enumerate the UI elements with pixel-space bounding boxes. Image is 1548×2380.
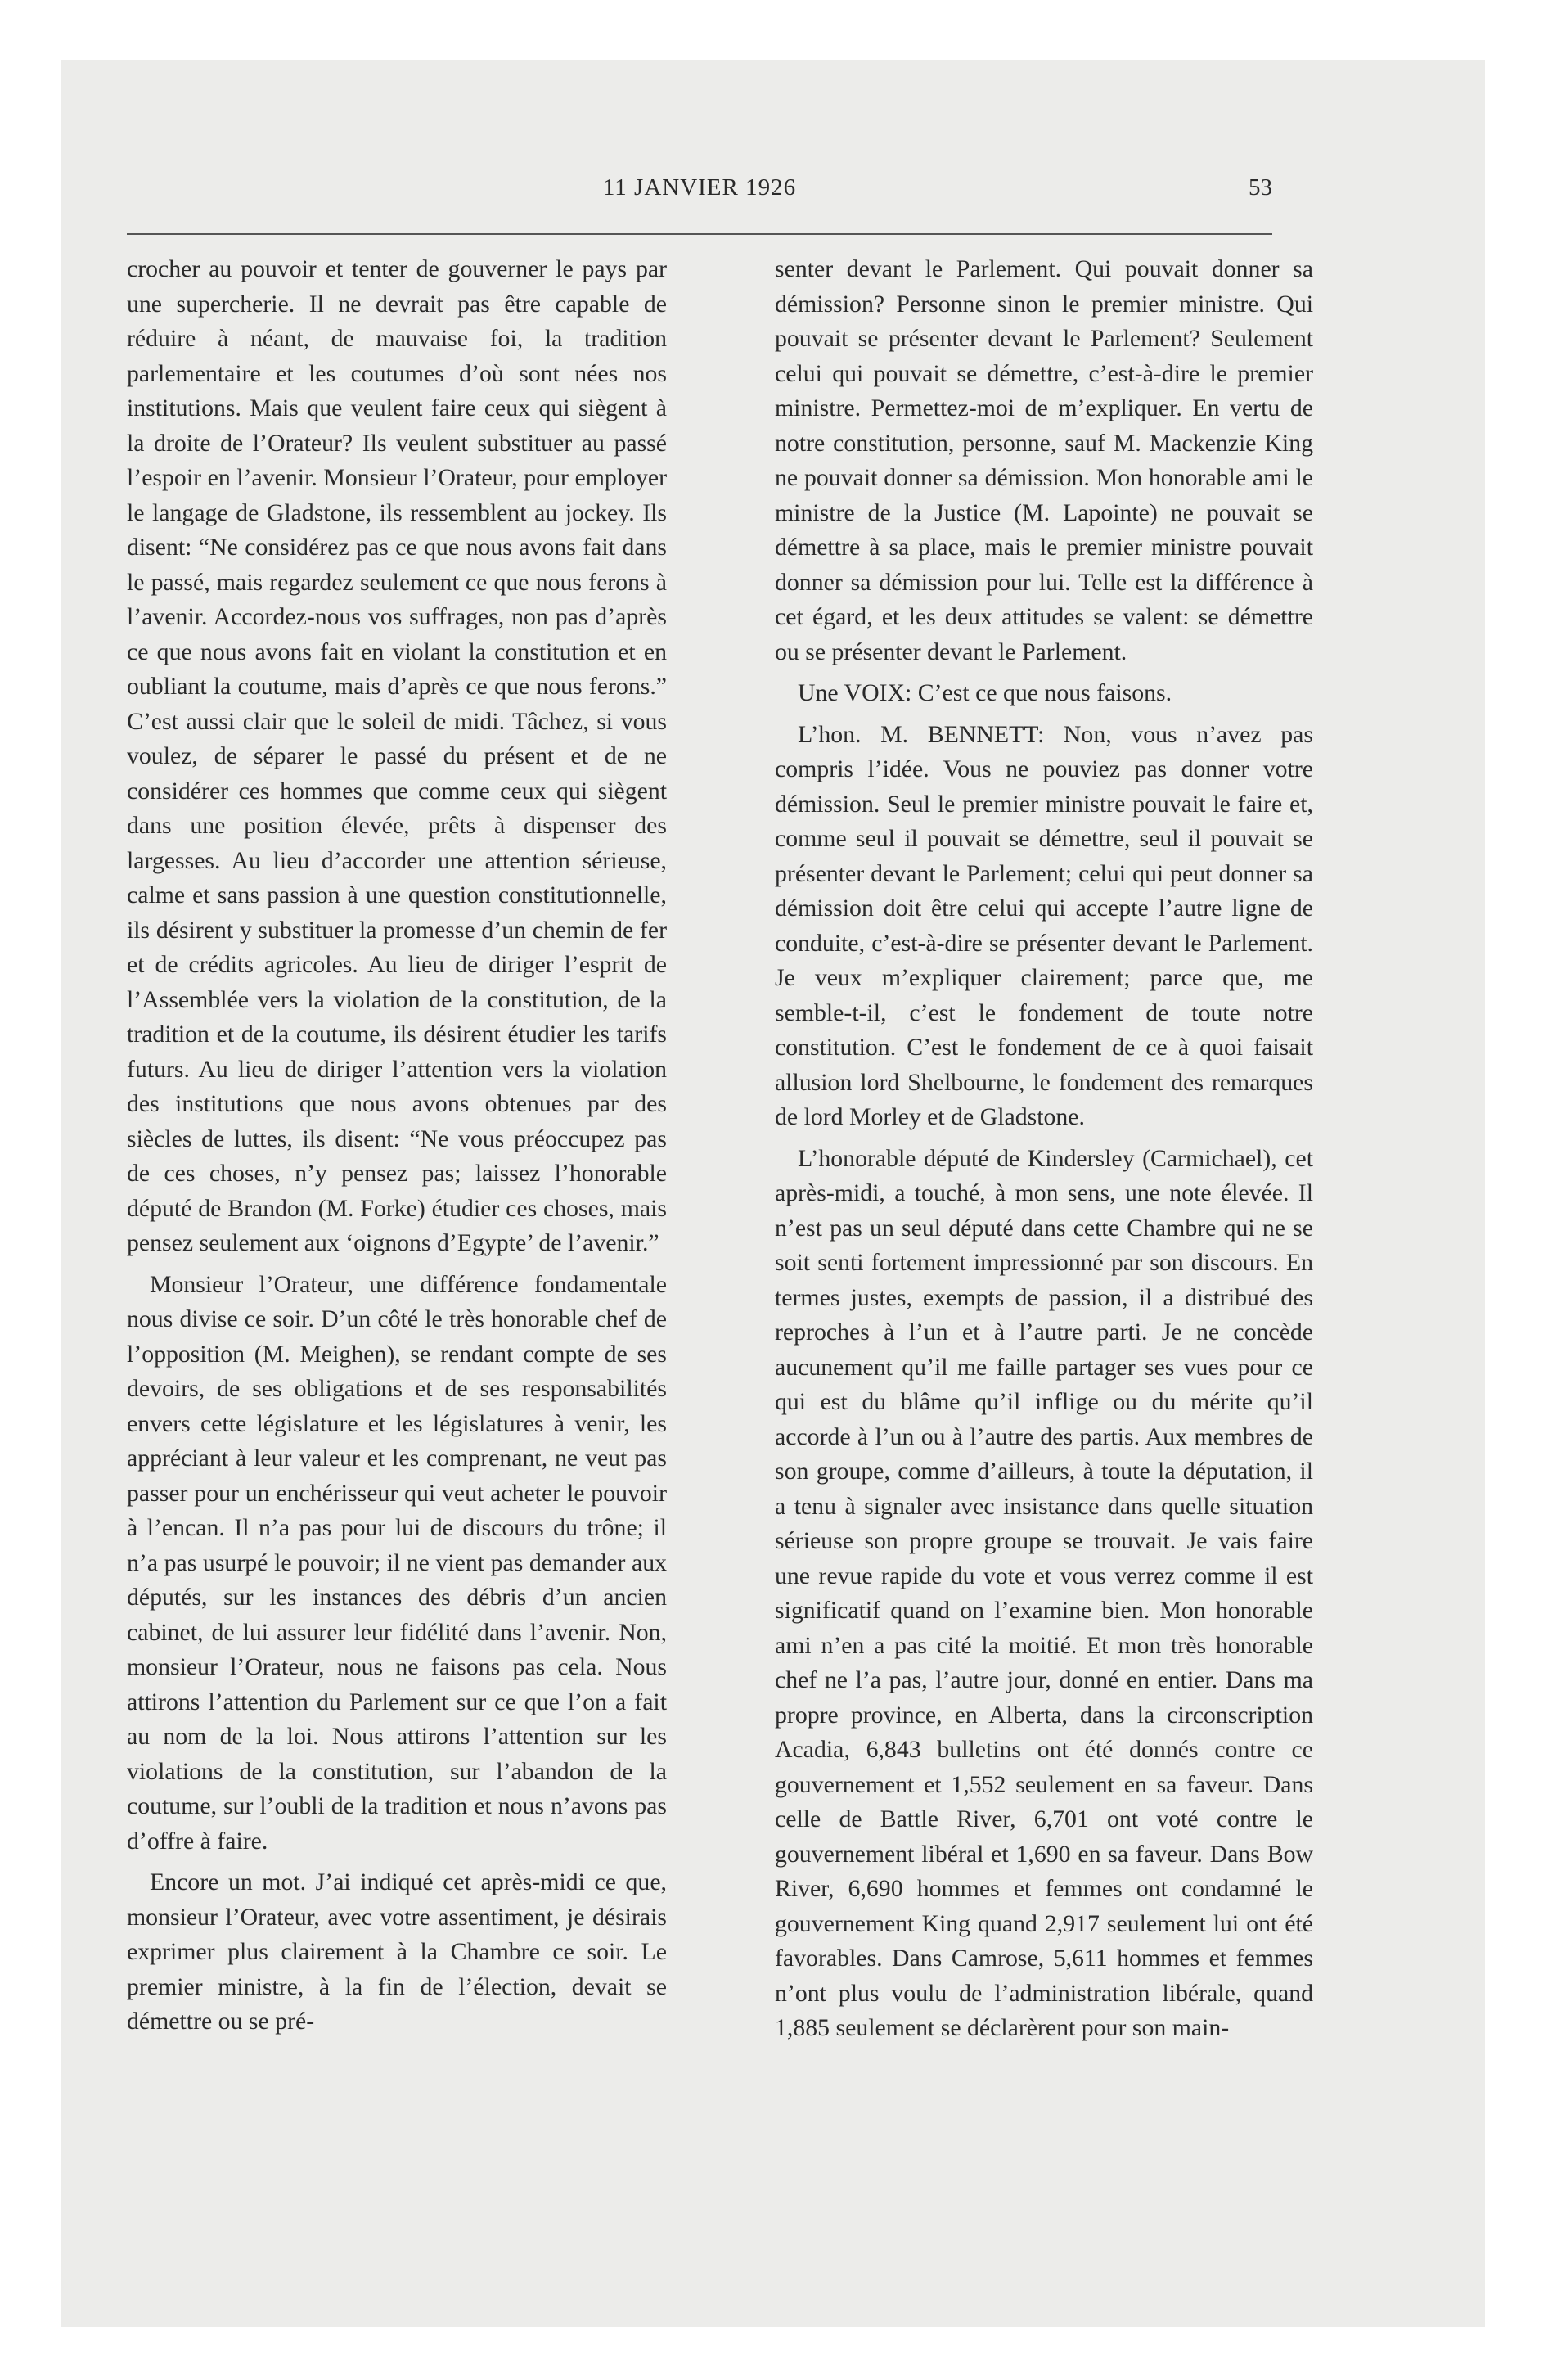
page-header bbox=[127, 174, 1272, 215]
paragraph: L’hon. M. BENNETT: Non, vous n’avez pas compris l’idée. Vous ne pouviez pas donner votre démission. Seul le premier ministre pouvait le faire et, comme seul il pouvait se démettre, seul il pouvait se présenter devant le Parlement; celui qui peut donner sa démission doit être celui qui accepte l’autre ligne de conduite, c’est-à-dire se présenter devant le Parlement. Je veux m’expliquer clairement; parce que, me semble-t-il, c’est le fondement de toute notre constitution. C’est le fondement de ce à quoi faisait allusion lord Shelbourne, le fondement des remarques de lord Morley et de Gladstone. bbox=[775, 720, 1313, 1130]
paragraph: crocher au pouvoir et tenter de gouverner le pays par une supercherie. Il ne devrait pas être capable de réduire à néant, de mauvaise foi, la tradition parlementaire et les coutumes d’où sont nées nos institutions. Mais que veulent faire ceux qui siègent à la droite de l’Orateur? Ils veulent substituer au passé l’espoir en l’avenir. Monsieur l’Orateur, pour employer le langage de Gladstone, ils ressemblent au jockey. Ils disent: “Ne considérez pas ce que nous avons fait dans le passé, mais regardez seulement ce que nous ferons à l’avenir. Accordez-nous vos suffrages, non pas d’après ce que nous avons fait en violant la constitution et en oubliant la coutume, mais d’après ce que nous ferons.” C’est aussi clair que le soleil de midi. Tâchez, si vous voulez, de séparer le passé du présent et de ne considérer ces hommes que comme ceux qui siègent dans une position élevée, prêts à dispenser des largesses. Au lieu d’accorder une attention sérieuse, calme et sans passion à une question constitutionnelle, ils désirent y substituer la promesse d’un chemin de fer et de crédits agricoles. Au lieu de diriger l’esprit de l’Assemblée vers la violation de la constitution, de la tradition et de la coutume, ils désirent étudier les tarifs futurs. Au lieu de diriger l’attention vers la violation des institutions que nous avons obtenues par des siècles de luttes, ils disent: “Ne vous préoccupez pas de ces choses, n’y pensez pas; laissez l’honorable député de Brandon (M. Forke) étudier ces choses, mais pensez seulement aux ‘oignons d’Egypte’ de l’avenir.” bbox=[127, 255, 667, 1256]
running-head: 11 JANVIER 1926 bbox=[602, 174, 797, 201]
page-number: 53 bbox=[1249, 174, 1272, 201]
paragraph: senter devant le Parlement. Qui pouvait donner sa démission? Personne sinon le premier ministre. Qui pouvait se présenter devant le Parlement? Seulement celui qui pouvait se démettre, c’est-à-dire le premier ministre. Permettez-moi de m’expliquer. En vertu de notre constitution, personne, sauf M. Mackenzie King ne pouvait donner sa démission. Mon honorable ami le ministre de la Justice (M. Lapointe) ne pouvait se démettre à sa place, mais le premier ministre pouvait donner sa démission pour lui. Telle est la différence à cet égard, et les deux attitudes se valent: se démettre ou se présenter devant le Parlement. bbox=[775, 255, 1313, 665]
paragraph: L’honorable député de Kindersley (Carmichael), cet après-midi, a touché, à mon sens, une note élevée. Il n’est pas un seul député dans cette Chambre qui ne se soit senti fortement impressionné par son discours. En termes justes, exempts de passion, il a distribué des reproches à l’un et à l’autre parti. Je ne concède aucunement qu’il me faille partager ses vues pour ce qui est du blâme qu’il inflige ou du mérite qu’il accorde à l’un ou à l’autre des partis. Aux membres de son groupe, comme d’ailleurs, à toute la députation, il a tenu à signaler avec insistance dans quelle situation sérieuse son propre groupe se trouvait. Je vais faire une revue rapide du vote et vous verrez comme il est significatif quand on l’examine bien. Mon honorable ami n’en a pas cité la moitié. Et mon très honorable chef ne l’a pas, l’autre jour, donné en entier. Dans ma propre province, en Alberta, dans la circonscription Acadia, 6,843 bulletins ont été donnés contre ce gouvernement et 1,552 seulement en sa faveur. Dans celle de Battle River, 6,701 ont voté contre le gouvernement libéral et 1,690 en sa faveur. Dans Bow River, 6,690 hommes et femmes ont condamné le gouvernement King quand 2,917 seulement lui ont été favorables. Dans Camrose, 5,611 hommes et femmes n’ont plus voulu de l’administration libérale, quand 1,885 seulement se déclarèrent pour son main- bbox=[775, 1144, 1313, 2041]
right-column bbox=[775, 252, 1313, 2053]
paragraph: Une VOIX: C’est ce que nous faisons. bbox=[798, 679, 1172, 706]
left-column bbox=[127, 252, 667, 2046]
header-rule bbox=[127, 233, 1272, 235]
paragraph: Monsieur l’Orateur, une différence fondamentale nous divise ce soir. D’un côté le très honorable chef de l’opposition (M. Meighen), se rendant compte de ses devoirs, de ses obligations et de ses responsabilités envers cette législature et les législatures à venir, les appréciant à leur valeur et les comprenant, ne veut pas passer pour un enchérisseur qui veut acheter le pouvoir à l’encan. Il n’a pas pour lui de discours du trône; il n’a pas usurpé le pouvoir; il ne vient pas demander aux députés, sur les instances des débris d’un ancien cabinet, de lui assurer leur fidélité dans l’avenir. Non, monsieur l’Orateur, nous ne faisons pas cela. Nous attirons l’attention du Parlement sur ce que l’on a fait au nom de la loi. Nous attirons l’attention sur les violations de la constitution, sur l’abandon de la coutume, sur l’oubli de la tradition et nous n’avons pas d’offre à faire. bbox=[127, 1270, 667, 1855]
paragraph: Encore un mot. J’ai indiqué cet après-midi ce que, monsieur l’Orateur, avec votre assentiment, je désirais exprimer plus clairement à la Chambre ce soir. Le premier ministre, à la fin de l’élection, devait se démettre ou se pré- bbox=[127, 1868, 667, 2035]
